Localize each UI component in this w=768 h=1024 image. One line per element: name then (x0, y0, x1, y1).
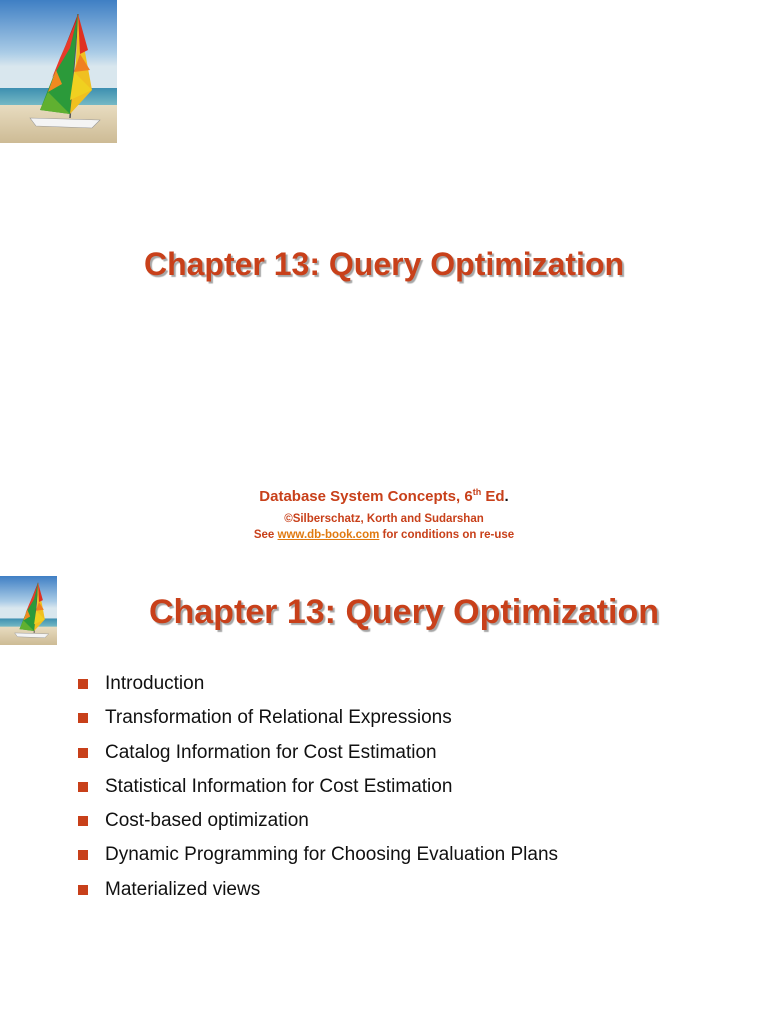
square-bullet-icon (78, 816, 88, 826)
list-item (78, 706, 598, 730)
list-item (78, 741, 598, 765)
list-item-text: Introduction (105, 673, 205, 694)
list-item-text: Catalog Information for Cost Estimation (105, 741, 437, 763)
outline-slide (0, 572, 768, 1024)
square-bullet-icon (78, 885, 88, 895)
list-item-text: Transformation of Relational Expressions (105, 707, 452, 729)
book-title-period: . (504, 488, 509, 505)
book-title-text: Database System Concepts, 6 (259, 488, 473, 505)
book-title (0, 487, 768, 505)
square-bullet-icon (78, 850, 88, 860)
edition-suffix: Ed (481, 488, 505, 505)
list-item (78, 809, 598, 833)
list-item-text: Statistical Information for Cost Estimation (105, 775, 453, 797)
title-slide-heading: Chapter 13: Query Optimization (143, 246, 625, 282)
list-item (78, 672, 598, 696)
square-bullet-icon (78, 679, 88, 689)
list-item-text: Materialized views (105, 878, 261, 900)
db-book-link[interactable]: www.db-book.com (277, 529, 380, 541)
reuse-prefix: See (253, 529, 278, 541)
sailboat-icon (0, 0, 117, 143)
list-item-text: Cost-based optimization (105, 810, 309, 832)
outline-list (78, 672, 598, 912)
reuse-suffix: for conditions on re-use (379, 529, 515, 541)
outline-slide-heading: Chapter 13: Query Optimization (148, 593, 660, 631)
edition-superscript: th (472, 487, 482, 497)
list-item (78, 843, 575, 867)
square-bullet-icon (78, 713, 88, 723)
list-item-text: Dynamic Programming for Choosing Evaluation Plans (105, 844, 559, 866)
list-item (78, 775, 598, 799)
square-bullet-icon (78, 748, 88, 758)
list-item (78, 878, 598, 902)
square-bullet-icon (78, 782, 88, 792)
copyright-line: ©Silberschatz, Korth and Sudarshan (284, 513, 484, 525)
reuse-notice (0, 529, 768, 541)
